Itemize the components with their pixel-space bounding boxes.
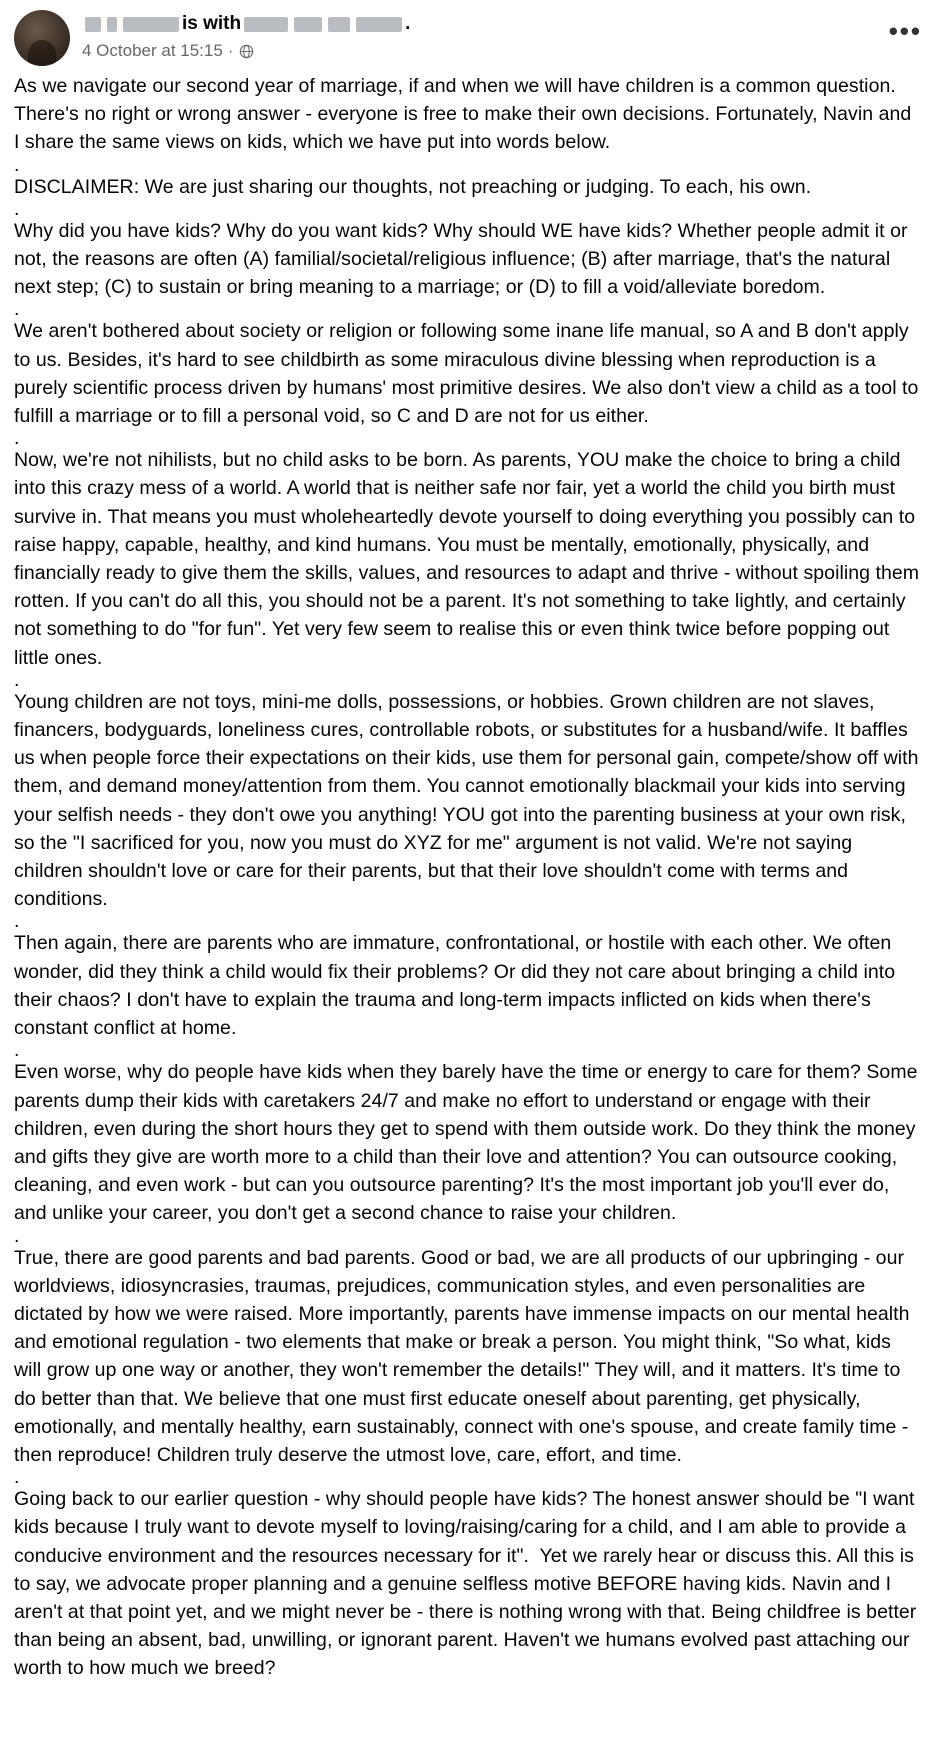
post-paragraph-spacer: . [14,1466,20,1489]
redacted-name-part [85,17,101,32]
meta-separator: · [227,41,234,60]
post-meta [82,40,924,62]
redacted-name-part [107,17,117,32]
post-paragraph-spacer: . [14,910,20,933]
avatar[interactable] [14,10,70,66]
post-author-block [82,10,924,62]
post-paragraph: Young children are not toys, mini-me dolls, possessions, or hobbies. Grown children are not slaves, financers, bodyguards, loneliness cures, controllable robots, or substitutes for a husband/wife. It baffles us when people force their expectations on their kids, use them for personal gain, compete/show off with them, and demand money/attention from them. You cannot emotionally blackmail your kids into serving your selfish needs - they don't owe you anything! YOU got into the parenting business at your own risk, so the "I sacrificed for you, now you must do XYZ for me" argument is not valid. We're not saying children shouldn't love or care for their parents, but that their love shouldn't come with terms and conditions. [14,690,924,911]
post-paragraph-spacer: . [14,153,20,176]
post-paragraph-spacer: . [14,427,20,450]
post-timestamp[interactable]: 4 October at 15:15 [82,41,223,60]
with-label: is with [182,13,242,34]
post-paragraph-spacer: . [14,298,20,321]
redacted-tagged-part [294,17,322,32]
post-paragraph: Why did you have kids? Why do you want kids? Why should WE have kids? Whether people admit it or not, the reasons are often (A) familial/societal/religious influence; (B) after marriage, that's the natural next step; (C) to sustain or bring meaning to a marriage; or (D) to fill a void/alleviate boredom. [14,219,914,299]
post-paragraph: As we navigate our second year of marriage, if and when we will have children is a common question. There's no right or wrong answer - everyone is free to make their own decisions. Fortunately, Navin and I share the same views on kids, which we have put into words below. [14,75,917,154]
author-name-line [82,12,924,36]
post-text-body [14,72,924,1683]
post-header [14,10,924,66]
post-paragraph: DISCLAIMER: We are just sharing our thoughts, not preaching or judging. To each, his own. [14,175,812,198]
post-paragraph-spacer: . [14,668,20,691]
redacted-tagged-part [356,17,402,32]
redacted-tagged-part [328,17,350,32]
globe-icon [239,44,254,59]
redacted-tagged-part [244,17,288,32]
post-paragraph: Even worse, why do people have kids when they barely have the time or energy to care for them? Some parents dump their kids with caretakers 24/7 and make no effort to understand or engage with their children, even during the short hours they get to spend with them outside work. Do they think the money and gifts they give are worth more to a child than their love and attention? You can outsource cooking, cleaning, and even work - but can you outsource parenting? It's the most important job you'll ever do, and unlike your career, you don't get a second chance to raise your children. [14,1061,923,1225]
post-paragraph: Now, we're not nihilists, but no child asks to be born. As parents, YOU make the choice to bring a child into this crazy mess of a world. A world that is neither safe nor fair, yet a world the child you birth must survive in. That means you must wholeheartedly devote yourself to doing everything you possibly can to raise happy, capable, healthy, and kind humans. You must be mentally, emotionally, physically, and financially ready to give them the skills, values, and resources to adapt and thrive - without spoiling them rotten. If you can't do all this, you should not be a parent. It's not something to take lightly, and certainly not something to do "for fun". Yet very few seem to realise this or even think twice before popping out little ones. [14,449,925,669]
post-paragraph-spacer: . [14,197,20,220]
post-paragraph: We aren't bothered about society or religion or following some inane life manual, so A and B don't apply to us. Besides, it's hard to see childbirth as some miraculous divine blessing when reproduction is a purely scientific process driven by humans' most primitive desires. We also don't view a child as a tool to fulfill a marriage or to fill a personal void, so C and D are not for us either. [14,320,924,428]
post-paragraph-spacer: . [14,1039,20,1062]
ellipsis-icon[interactable]: ••• [888,16,922,46]
post-paragraph: True, there are good parents and bad parents. Good or bad, we are all products of our upbringing - our worldviews, idiosyncrasies, traumas, prejudices, communication styles, and even personalities are dictated by how we were raised. More importantly, parents have immense impacts on our mental health and emotional regulation - two elements that make or break a person. You might think, "So what, kids will grow up one way or another, they won't remember the details!" They will, and it matters. It's time to do better than that. We believe that one must first educate oneself about parenting, get physically, emotionally, and mentally healthy, earn sustainably, connect with one's spouse, and create family time - then reproduce! Children truly deserve the utmost love, care, effort, and time. [14,1246,915,1466]
redacted-name-part [123,17,179,32]
post-paragraph-spacer: . [14,1224,20,1247]
name-line-punctuation: . [405,13,411,34]
post-paragraph: Going back to our earlier question - why should people have kids? The honest answer should be "I want kids because I truly want to devote myself to loving/raising/caring for a child, and I am able to provide a conducive environment and the resources necessary for it". Yet we rarely hear or discuss this. All this is to say, we advocate proper planning and a genuine selfless motive BEFORE having kids. Navin and I aren't at that point yet, and we might never be - there is nothing wrong with that. Being childfree is better than being an absent, bad, unwilling, or ignorant parent. Haven't we humans evolved past attaching our worth to how much we breed? [14,1488,922,1680]
post-paragraph: Then again, there are parents who are immature, confrontational, or hostile with each other. We often wonder, did they think a child would fix their problems? Or did they not care about bringing a child into their chaos? I don't have to explain the trauma and long-term impacts inflicted on kids when there's constant conflict at home. [14,932,901,1040]
